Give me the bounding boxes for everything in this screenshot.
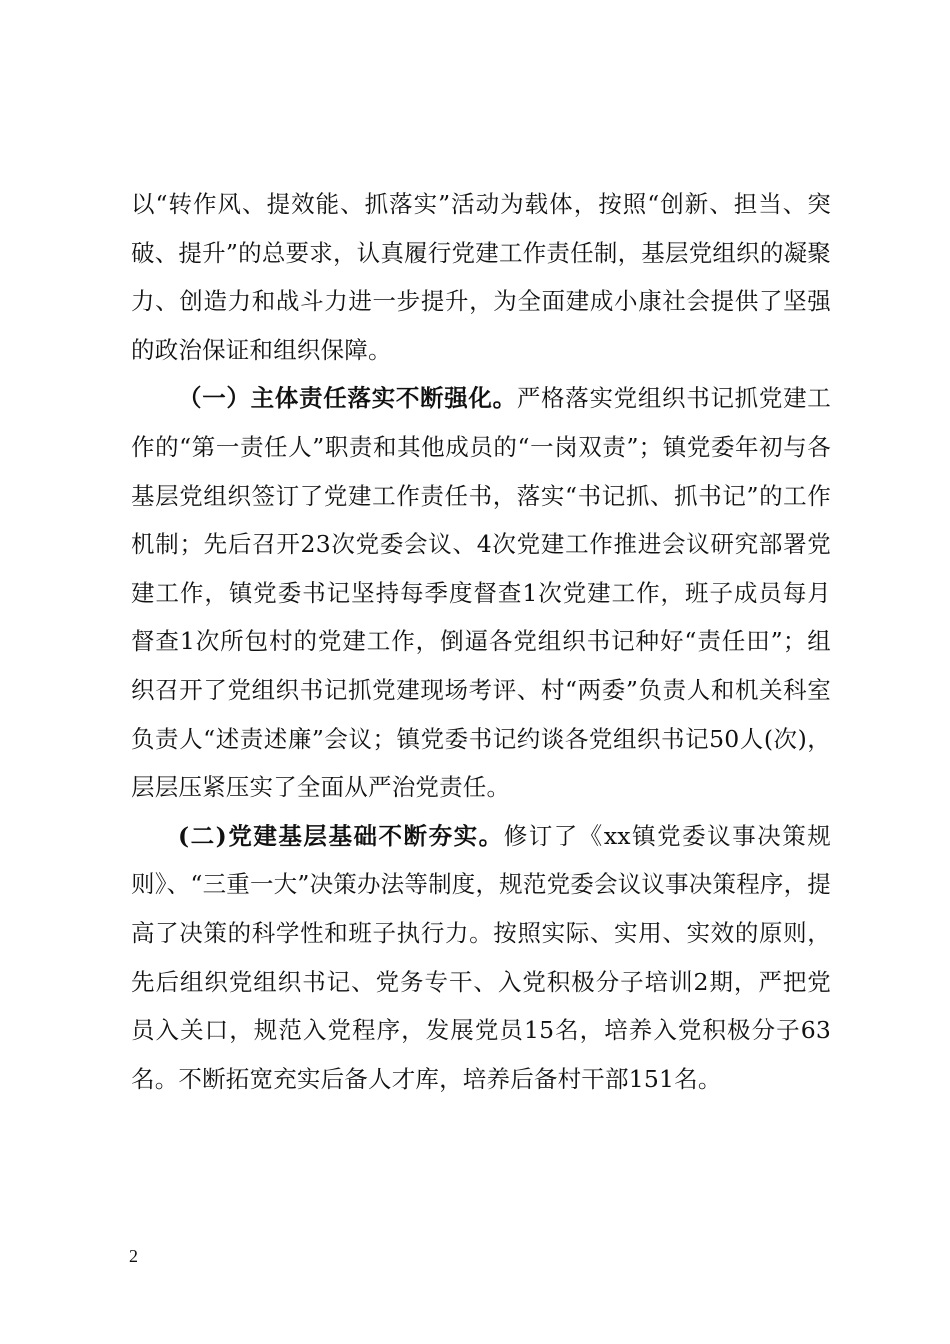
paragraph-section-2 bbox=[131, 812, 831, 1104]
paragraph-intro bbox=[131, 180, 831, 374]
page-number: 2 bbox=[129, 1246, 138, 1266]
document-body bbox=[131, 180, 831, 1103]
paragraph-section-1 bbox=[131, 374, 831, 811]
section-heading: (二)党建基层基础不断夯实。 bbox=[178, 821, 504, 850]
paragraph-text: 修订了《xx镇党委议事决策规则》、“三重一大”决策办法等制度，规范党委会议议事决策程序，提高了决策的科学性和班子执行力。按照实际、实用、实效的原则，先后组织党组织书记、党务专干、入党积极分子培训2期，严把党员入关口，规范入党程序，发展党员15名，培养入党积极分子63名。不断拓宽充实后备人才库，培养后备村干部151名。 bbox=[131, 821, 831, 1093]
section-heading: （一）主体责任落实不断强化。 bbox=[178, 384, 517, 413]
paragraph-text: 严格落实党组织书记抓党建工作的“第一责任人”职责和其他成员的“一岗双责”；镇党委年初与各基层党组织签订了党建工作责任书，落实“书记抓、抓书记”的工作机制；先后召开23次党委会议、4次党建工作推进会议研究部署党建工作，镇党委书记坚持每季度督查1次党建工作，班子成员每月督查1次所包村的党建工作，倒逼各党组织书记种好“责任田”；组织召开了党组织书记抓党建现场考评、村“两委”负责人和机关科室负责人“述责述廉”会议；镇党委书记约谈各党组织书记50人(次)，层层压紧压实了全面从严治党责任。 bbox=[131, 384, 831, 802]
paragraph-text: 以“转作风、提效能、抓落实”活动为载体，按照“创新、担当、突破、提升”的总要求，认真履行党建工作责任制，基层党组织的凝聚力、创造力和战斗力进一步提升，为全面建成小康社会提供了坚强的政治保证和组织保障。 bbox=[131, 190, 831, 364]
